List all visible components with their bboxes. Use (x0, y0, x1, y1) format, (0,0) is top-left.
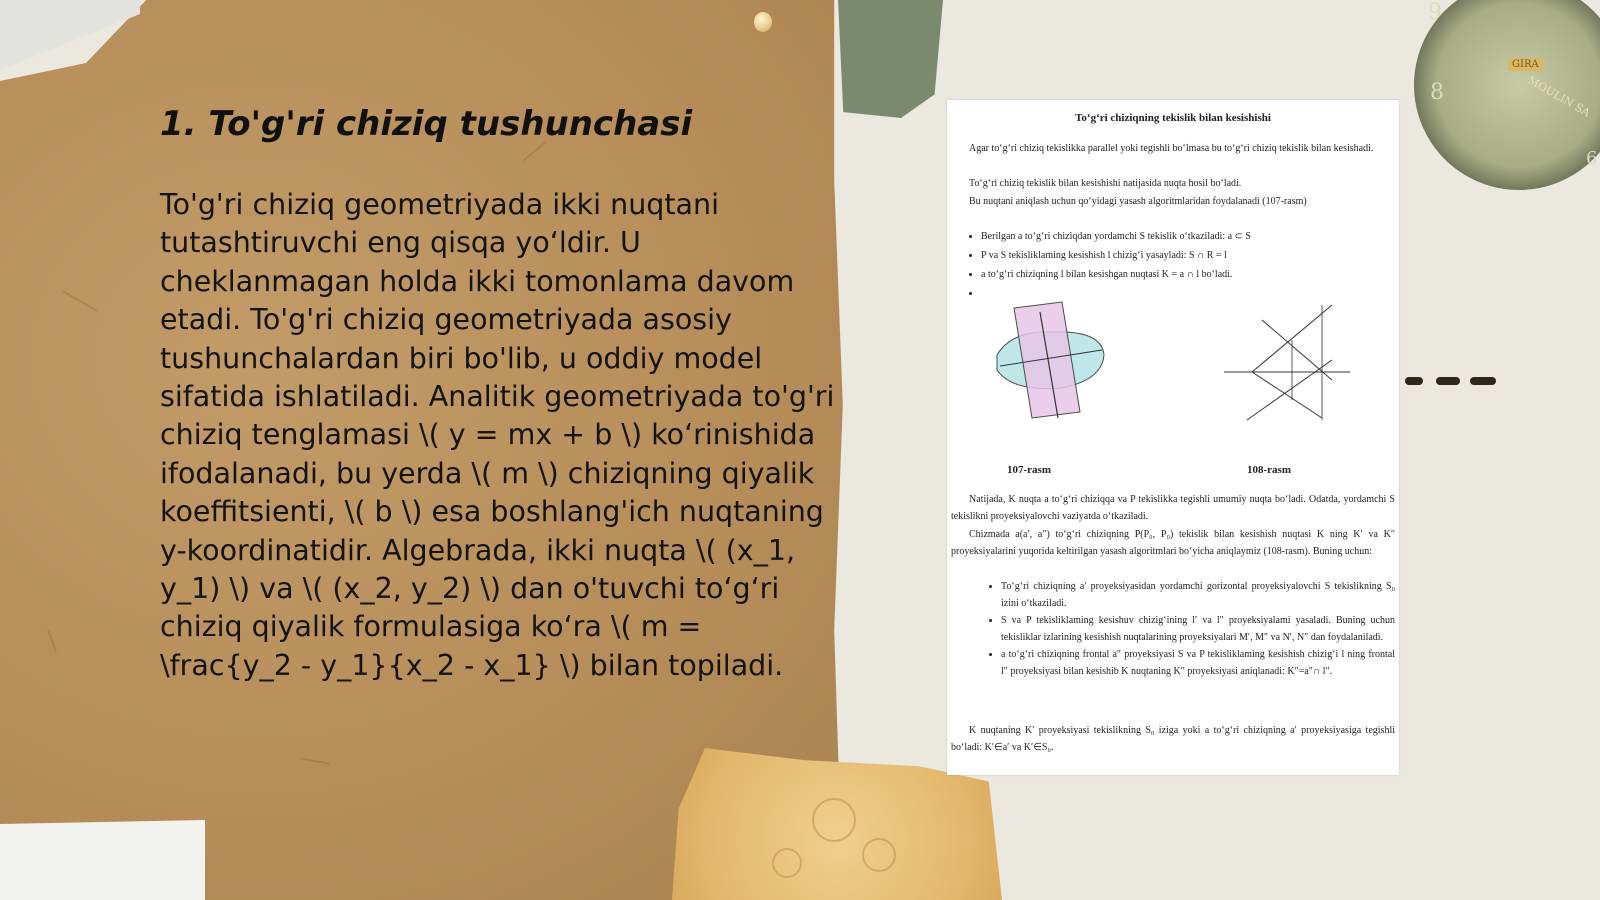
document-paragraph: Agar to‘g‘ri chiziq tekislikka parallel yoki tegishli bo‘lmasa bu to‘g‘ri chiziq tekislik bilan kesishadi. (969, 143, 1374, 154)
vintage-clock-decoration (1414, 0, 1600, 190)
construction-list (987, 578, 1395, 680)
projection-line (1247, 360, 1332, 420)
slide-body-text: To'g'ri chiziq geometriyada ikki nuqtani tutashtiruvchi eng qisqa yo‘ldir. U cheklanmagan holda ikki tomonlama davom etadi. To'g'ri chiziq geometriyada asosiy tushunchalardan biri bo'lib, u oddiy model sifatida ishlatiladi. Analitik geometriyada to'g'ri chiziq tenglamasi \( y = mx + b \) ko‘rinishida ifodalanadi, bu yerda \( m \) chiziqning qiyalik koeffitsienti, \( b \) esa boshlang'ich nuqtaning y-koordinatidir. Algebrada, ikki nuqta \( (x_1, y_1) \) va \( (x_2, y_2) \) dan o'tuvchi to‘g‘ri chiziq qiyalik formulasiga ko‘ra \( m = \frac{y_2 - y_1}{x_2 - x_1} \) bilan topiladi. (160, 188, 835, 682)
ornament-swirl (812, 798, 856, 842)
clock-numeral: 6 (1586, 148, 1598, 169)
textbook-page-image (947, 100, 1399, 775)
pin-decoration (754, 12, 772, 32)
algorithm-list (967, 227, 1395, 303)
dash-decoration (1405, 377, 1423, 385)
list-item: • Berilgan a to‘g‘ri chiziqdan yordamchi S tekislik o‘tkaziladi: a ⊂ S (981, 227, 1395, 246)
clock-numeral: 8 (1430, 80, 1444, 105)
figure-108-projections (1222, 300, 1362, 430)
document-title: To‘g‘ri chiziqning tekislik bilan kesishishi (1075, 112, 1271, 124)
dash-decoration (1436, 377, 1460, 385)
ornament-swirl (862, 838, 896, 872)
projection-line (1262, 320, 1332, 380)
slide-title: 1. To'g'ri chiziq tushunchasi (160, 104, 693, 144)
list-item: • P va S tekisliklaming kesishish l chizig‘i yasayladi: S ∩ R = l (981, 246, 1395, 265)
plane-s-shape (1014, 302, 1080, 418)
green-tape-decoration (838, 0, 943, 118)
clock-brand-arc: MOULIN SA (1525, 73, 1593, 120)
list-item: • To‘g‘ri chiziqning a′ proyeksiyasidan yordamchi gorizontal proyeksiyalovchi S tekislikning S₀ izini o‘tkaziladi. (1001, 578, 1395, 612)
document-paragraph: Bu nuqtani aniqlash uchun qo‘yidagi yasash algoritmlaridan foydalanadi (107-rasm) (969, 196, 1307, 207)
list-item: • a to‘g‘ri chiziqning frontal a″ proyeksiyasi S va P tekisliklaming kesishish chizig‘i l ning frontal l″ proyeksiyasi bilan kesishib K nuqtaning K″ proyeksiyasi aniqlanadi: K″=a″∩ l″. (1001, 646, 1395, 680)
clock-numeral: 9 (1428, 0, 1442, 25)
list-item: • S va P tekisliklaming kesishuv chizig‘ining l′ va l″ proyeksiyalami yasaladi. Buning uchun tekisliklar izlarining kesishish nuqtalarining proyeksiyalari M′, M″ va N′, N″ dan foydalaniladi. (1001, 612, 1395, 646)
list-item: • a to‘g‘ri chiziqning l bilan kesishgan nuqtasi K = a ∩ l bo‘ladi. (981, 265, 1395, 284)
document-paragraph: Chizmada a(a′, a″) to‘g‘ri chiziqning P(P₀, P₀) tekislik bilan kesishish nuqtasi K ning K′ va K″ proyeksiyalarini yuqorida keltirilgan yasash algoritmlari bo‘yicha aniqlaymiz (108-rasm). Buning uchun: (951, 529, 1395, 557)
trace-line (1252, 372, 1322, 418)
clock-brand-label: GIRA (1508, 58, 1543, 71)
document-paragraph: K nuqtaning K′ proyeksiyasi tekislikning S₀ iziga yoki a to‘g‘ri chiziqning a′ proyeksiyasiga tegishli bo‘ladi: K′∈a′ va K′∈S₀. (951, 725, 1395, 753)
dash-decoration (1470, 377, 1496, 385)
document-paragraph: To‘g‘ri chiziq tekislik bilan kesishishi natijasida nuqta hosil bo‘ladi. (969, 178, 1242, 189)
figure-caption: 108-rasm (1247, 464, 1291, 476)
figure-caption: 107-rasm (1007, 464, 1051, 476)
document-paragraph: Natijada, K nuqta a to‘g‘ri chiziqqa va P tekislikka tegishli umumiy nuqta bo‘ladi. Odatda, yordamchi S tekislikni proyeksiyalovchi vaziyatda o‘tkaziladi. (951, 494, 1395, 522)
paper-scrap-bottom-left (0, 820, 205, 900)
ornament-swirl (772, 848, 802, 878)
figure-107-planes (992, 300, 1112, 430)
